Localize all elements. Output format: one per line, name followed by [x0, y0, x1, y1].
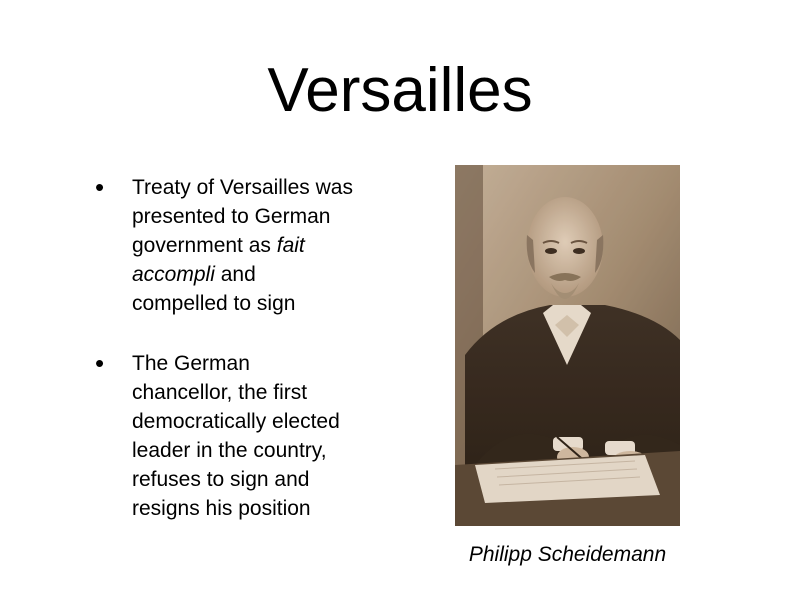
bullet-text: presented to German [132, 205, 331, 228]
bullet-line [132, 202, 415, 231]
bullet-line [132, 378, 415, 407]
bullet-dot-icon: • [95, 348, 105, 378]
bullet-text: resigns his position [132, 497, 311, 520]
portrait-image [455, 165, 680, 526]
bullet-line [132, 173, 415, 202]
bullet-item [95, 349, 415, 523]
photo-caption: Philipp Scheidemann [468, 543, 667, 566]
bullet-text: Treaty of Versailles was [132, 176, 353, 199]
bullet-list [95, 173, 415, 523]
bullet-text: government as [132, 234, 277, 257]
bullet-line [132, 465, 415, 494]
italic-text: fait [276, 234, 305, 257]
bullet-line [132, 231, 415, 260]
bullet-text: and [214, 263, 256, 286]
bullet-item [95, 173, 415, 318]
slide-title: Versailles [267, 56, 533, 125]
bullet-line [132, 260, 415, 289]
bullet-line [132, 494, 415, 523]
bullet-dot-icon: • [95, 172, 105, 202]
portrait-photo [455, 165, 680, 526]
bullet-text: leader in the country, [132, 439, 327, 462]
bullet-text: democratically elected [132, 410, 340, 433]
bullet-line [132, 349, 415, 378]
bullet-text: refuses to sign and [132, 468, 310, 491]
bullet-line [132, 407, 415, 436]
bullet-line [132, 289, 415, 318]
bullet-line [132, 436, 415, 465]
bullet-text: chancellor, the first [132, 381, 308, 404]
italic-text: accompli [132, 263, 215, 286]
bullet-text: compelled to sign [132, 292, 296, 315]
bullet-text: The German [132, 352, 250, 375]
